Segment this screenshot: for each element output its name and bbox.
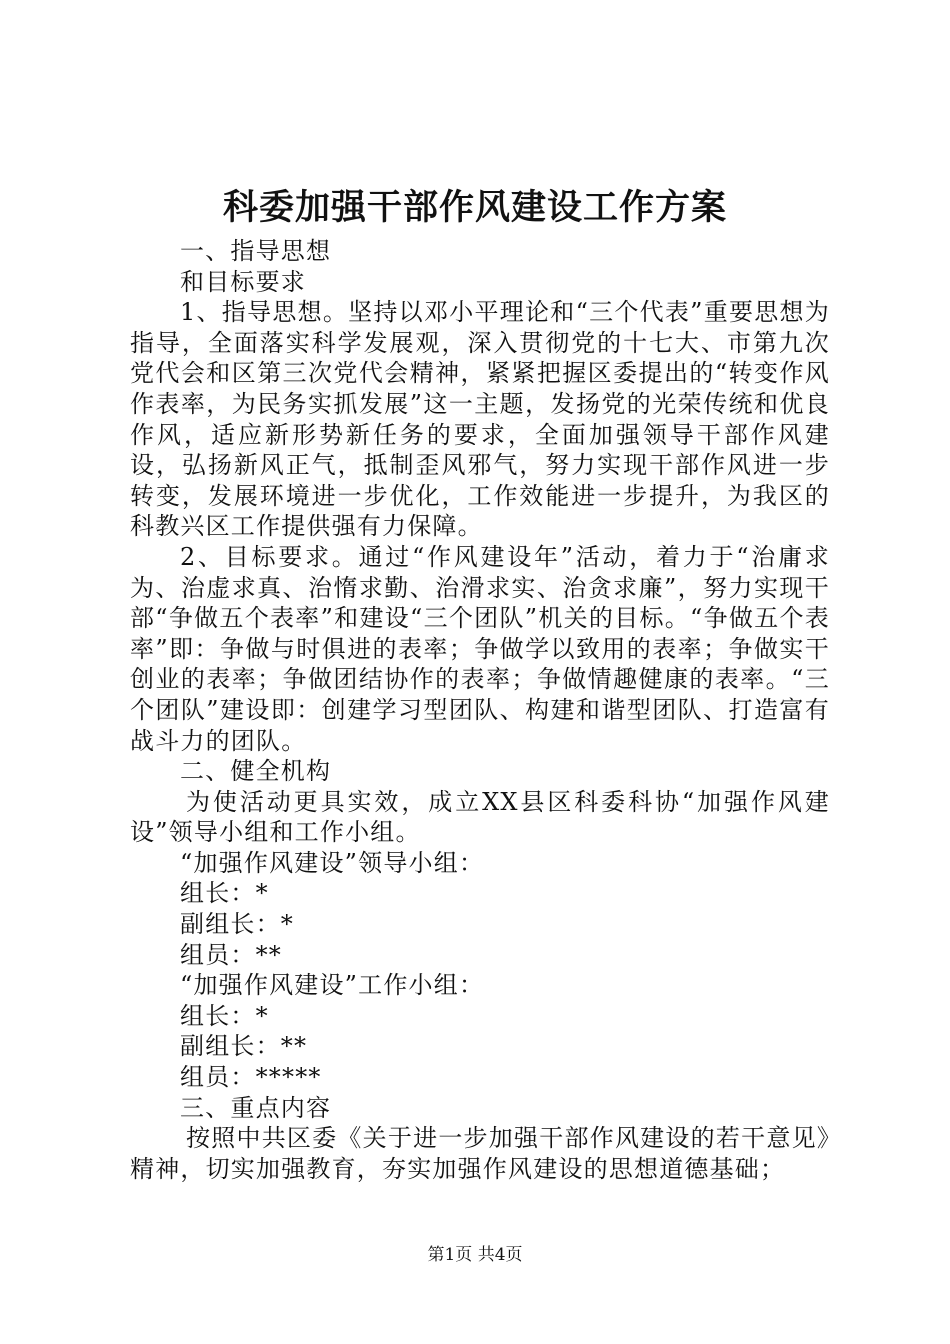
paragraph: 组长：* <box>180 1001 269 1030</box>
document-body <box>130 236 830 1184</box>
page-footer: 第1页 共4页 <box>427 1245 523 1265</box>
paragraph: 二、健全机构 <box>180 757 332 786</box>
paragraph: 为使活动更具实效，成立XX县区科委科协“加强作风建设”领导小组和工作小组。 <box>130 787 830 847</box>
paragraph: 和目标要求 <box>180 267 306 296</box>
paragraph: 2、目标要求。通过“作风建设年”活动，着力于“治庸求为、治虚求真、治惰求勤、治滑求实、治贪求廉”，努力实现干部“争做五个表率”和建设“三个团队”机关的目标。“争做五个表率”即：争做与时俱进的表率；争做学以致用的表率；争做实干创业的表率；争做团结协作的表率；争做情趣健康的表率。“三个团队”建设即：创建学习型团队、构建和谐型团队、打造富有战斗力的团队。 <box>130 542 830 755</box>
paragraph: “加强作风建设”工作小组： <box>180 971 485 1000</box>
paragraph: 组长：* <box>180 879 269 908</box>
document-title: 科委加强干部作风建设工作方案 <box>222 187 727 228</box>
paragraph: 副组长：* <box>180 910 294 939</box>
paragraph: 副组长：** <box>180 1032 308 1061</box>
paragraph: 组员：** <box>180 940 282 969</box>
paragraph: 三、重点内容 <box>180 1093 332 1122</box>
paragraph: 1、指导思想。坚持以邓小平理论和“三个代表”重要思想为指导，全面落实科学发展观，深入贯彻党的十七大、市第九次党代会和区第三次党代会精神，紧紧把握区委提出的“转变作风作表率，为民务实抓发展”这一主题，发扬党的光荣传统和优良作风，适应新形势新任务的要求，全面加强领导干部作风建设，弘扬新风正气，抵制歪风邪气，努力实现干部作风进一步转变，发展环境进一步优化，工作效能进一步提升，为我区的科教兴区工作提供强有力保障。 <box>130 298 830 541</box>
paragraph: 一、指导思想 <box>180 237 332 265</box>
paragraph: 组员：***** <box>180 1063 322 1092</box>
paragraph: “加强作风建设”领导小组： <box>180 848 485 877</box>
paragraph: 按照中共区委《关于进一步加强干部作风建设的若干意见》精神，切实加强教育，夯实加强作风建设的思想道德基础； <box>130 1124 830 1183</box>
